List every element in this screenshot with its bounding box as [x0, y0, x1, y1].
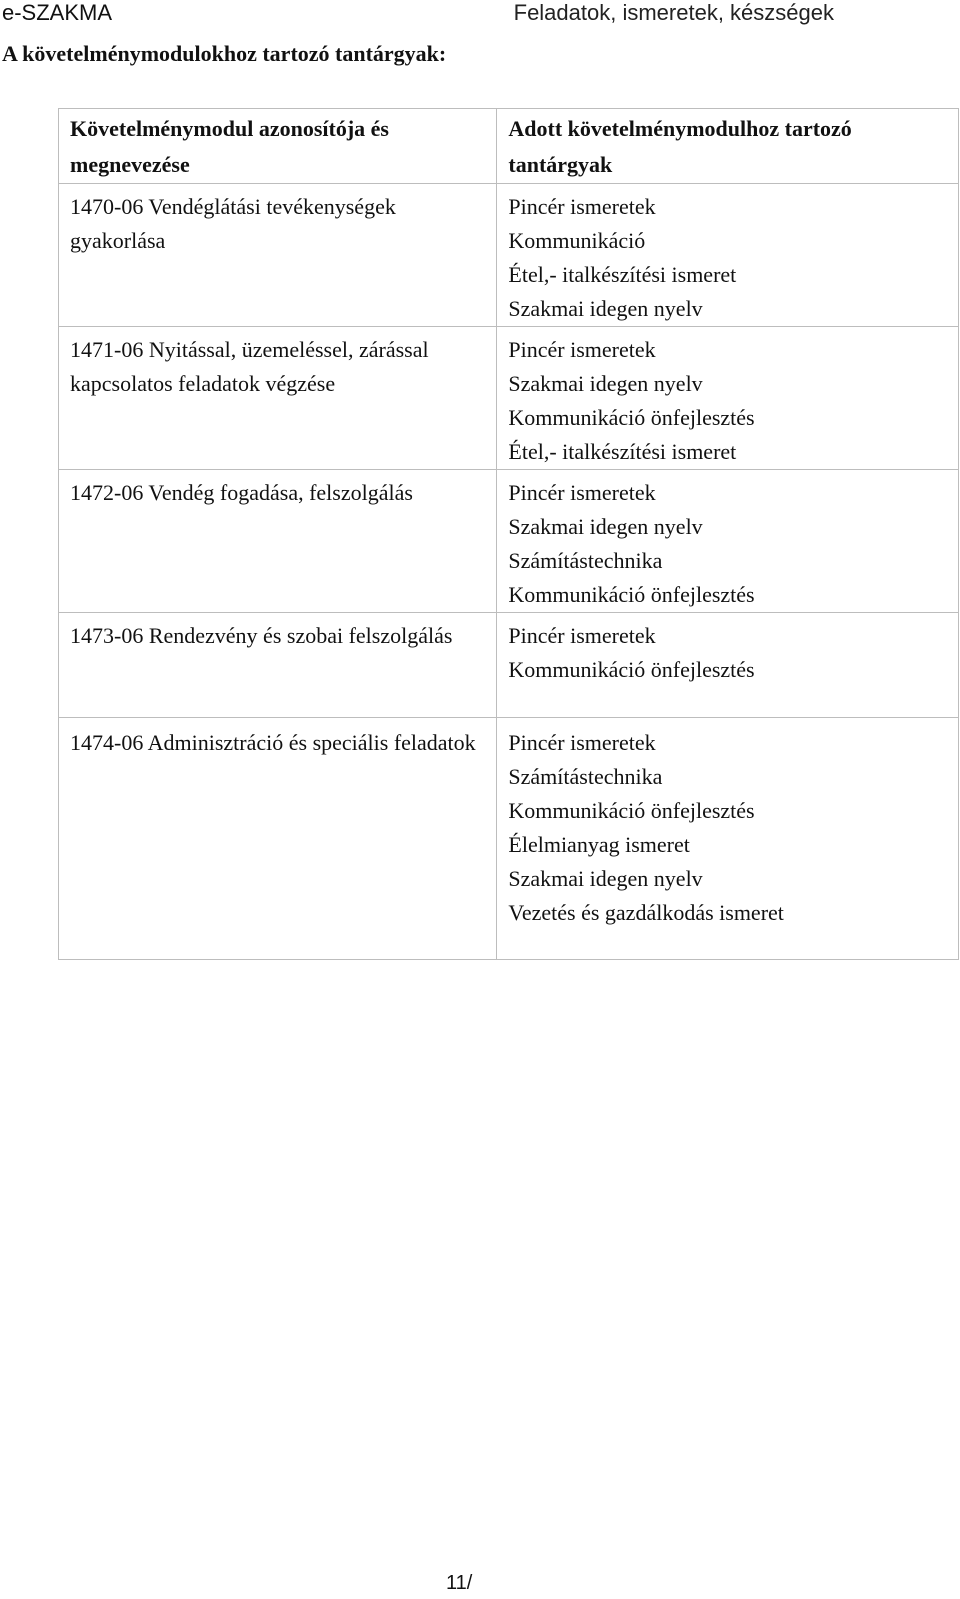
subject-item: Számítástechnika [508, 548, 663, 573]
subject-item: Pincér ismeretek [508, 194, 656, 219]
subject-item: Kommunikáció önfejlesztés [508, 657, 755, 682]
section-title: A követelménymodulokhoz tartozó tantárgyak: [2, 41, 447, 66]
subjects-cell [497, 718, 959, 960]
subjects-cell [497, 327, 959, 470]
column-header-subjects: Adott követelménymodulhoz tartozó tantárgyak [497, 109, 959, 184]
table-row [59, 184, 959, 327]
table-header-row [59, 109, 959, 184]
subjects-cell [497, 613, 959, 718]
subject-item: Étel,- italkészítési ismeret [508, 439, 737, 464]
table-row [59, 327, 959, 470]
document-header-right: Feladatok, ismeretek, készségek [513, 0, 834, 25]
module-cell: 1474-06 Adminisztráció és speciális feladatok [59, 718, 497, 960]
subject-item: Pincér ismeretek [508, 623, 656, 648]
table-row [59, 613, 959, 718]
subject-item: Vezetés és gazdálkodás ismeret [508, 900, 784, 925]
subjects-cell [497, 470, 959, 613]
subject-item: Szakmai idegen nyelv [508, 296, 703, 321]
subject-item: Szakmai idegen nyelv [508, 371, 703, 396]
subjects-cell [497, 184, 959, 327]
module-cell: 1473-06 Rendezvény és szobai felszolgálás [59, 613, 497, 718]
module-cell: 1471-06 Nyitással, üzemeléssel, zárással kapcsolatos feladatok végzése [59, 327, 497, 470]
page-number: 11/ [446, 1572, 473, 1594]
subject-item: Pincér ismeretek [508, 480, 656, 505]
subject-item: Élelmianyag ismeret [508, 832, 690, 857]
subject-item: Pincér ismeretek [508, 337, 656, 362]
modules-table [58, 108, 959, 960]
module-cell: 1470-06 Vendéglátási tevékenységek gyakorlása [59, 184, 497, 327]
subject-item: Szakmai idegen nyelv [508, 866, 703, 891]
column-header-module: Követelménymodul azonosítója és megnevezése [59, 109, 497, 184]
subject-item: Kommunikáció önfejlesztés [508, 405, 755, 430]
subject-item: Kommunikáció önfejlesztés [508, 798, 755, 823]
subject-item: Szakmai idegen nyelv [508, 514, 703, 539]
table-row [59, 718, 959, 960]
subject-item: Kommunikáció [508, 228, 646, 253]
subject-item: Kommunikáció önfejlesztés [508, 582, 755, 607]
subject-item: Étel,- italkészítési ismeret [508, 262, 737, 287]
table-row [59, 470, 959, 613]
subject-item: Pincér ismeretek [508, 730, 656, 755]
subject-item: Számítástechnika [508, 764, 663, 789]
module-cell: 1472-06 Vendég fogadása, felszolgálás [59, 470, 497, 613]
document-header-left: e-SZAKMA [2, 0, 113, 25]
